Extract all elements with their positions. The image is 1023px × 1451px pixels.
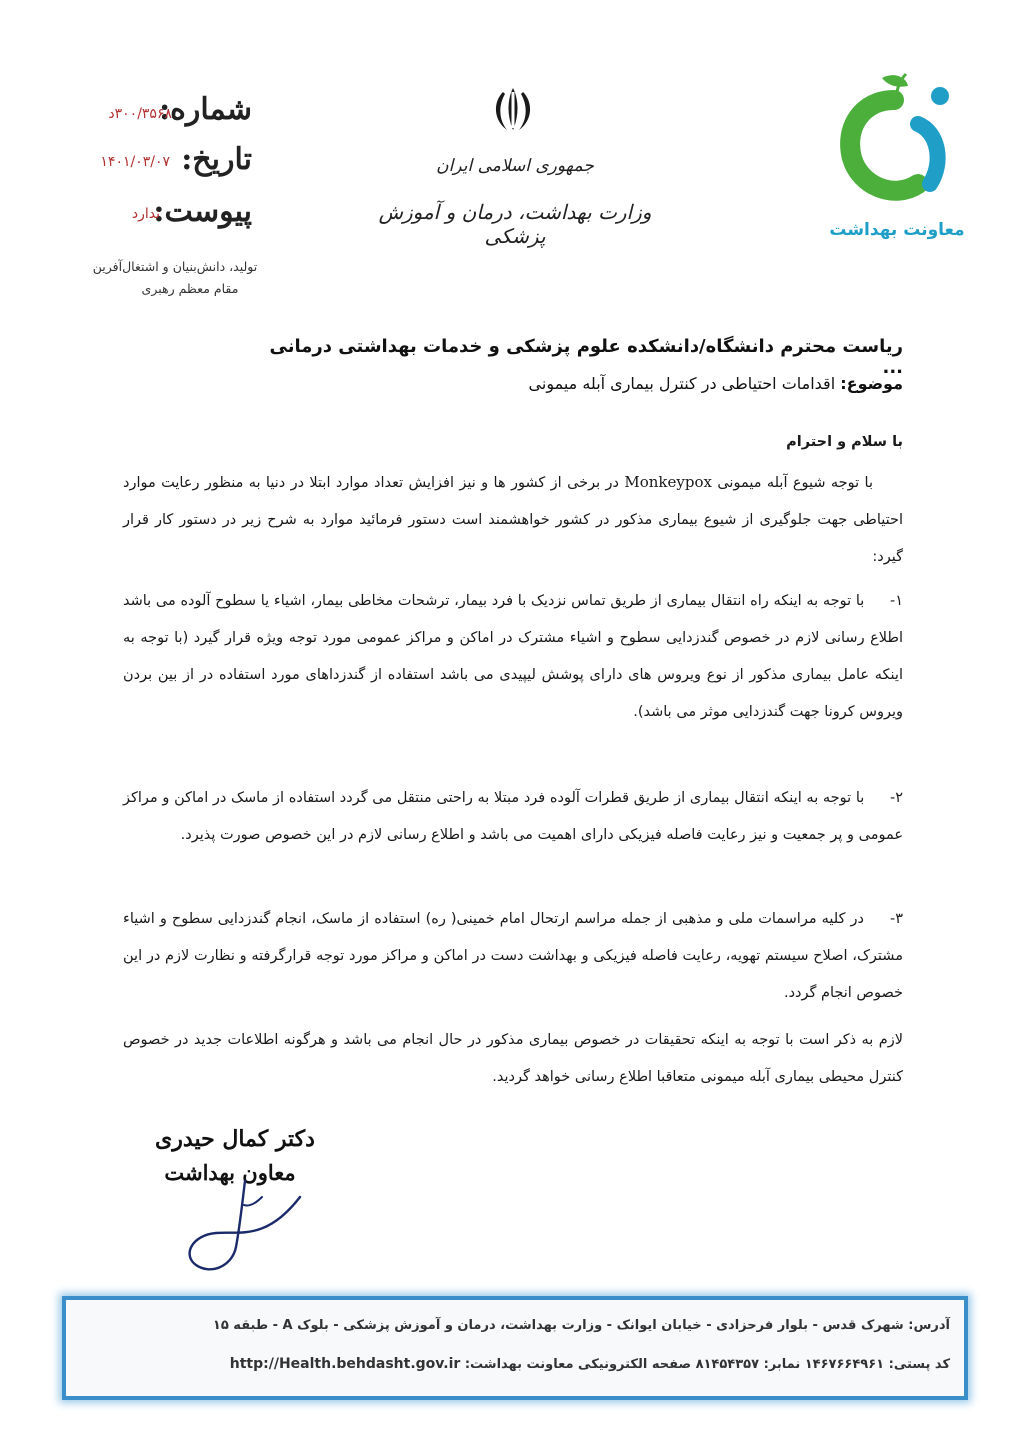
- logo-caption: معاونت بهداشت: [829, 220, 965, 240]
- intro-text-1: با توجه شیوع آبله میمونی: [717, 475, 873, 491]
- footer-url[interactable]: http://Health.behdasht.gov.ir: [229, 1356, 461, 1372]
- recipient-line: ریاست محترم دانشگاه/دانشکده علوم پزشکی و خدمات بهداشتی درمانی ...: [269, 336, 903, 378]
- date-value: ۱۴۰۱/۰۳/۰۷: [100, 154, 170, 170]
- item-text: با توجه به اینکه راه انتقال بیماری از طریق تماس نزدیک با فرد بیمار، ترشحات مخاطی بیمار، اشیاء یا سطوح آلوده می باشد اطلاع رسانی لازم در خصوص گندزدایی سطوح و اشیاء مشترک در اماکن و مراکز عمومی مورد توجه ویژه قرار گیرد (با توجه به اینکه عامل بیماری مذکور از نوع ویروس های دارای پوشش لیپیدی می باشد استفاده از گندزداهای مورد استفاده در از بین بردن ویروس کرونا جهت گندزدایی موثر می باشد).: [123, 593, 903, 720]
- emblem-icon: [483, 84, 543, 134]
- iran-emblem: [483, 84, 543, 134]
- item-number: ۲-: [889, 790, 904, 806]
- letter-meta: [90, 92, 270, 302]
- ministry-name: وزارت بهداشت، درمان و آموزش پزشکی: [378, 200, 652, 248]
- action-item-2: [123, 780, 903, 854]
- number-value: ۳۰۰/۳۵۶۸د: [108, 106, 172, 122]
- country-name: جمهوری اسلامی ایران: [436, 156, 594, 176]
- attachment-value: ندارد: [131, 206, 160, 222]
- item-number: ۳-: [889, 911, 903, 927]
- health-deputy-logo: [822, 66, 972, 256]
- item-text: در کلیه مراسمات ملی و مذهبی از جمله مراسم ارتحال امام خمینی( ره) استفاده از ماسک، انجام گندزدایی سطوح و اشیاء مشترک، اصلاح سیستم تهویه، رعایت فاصله فیزیکی و بهداشت دست در اماکن و مراکز مورد توجه قرارگرفته و نظارت لازم در این خصوص انجام گردد.: [123, 911, 903, 1001]
- greeting: با سلام و احترام: [786, 434, 903, 450]
- motto-line-1: تولید، دانش‌بنیان و اشتغال‌آفرین: [92, 259, 258, 274]
- subject-text: اقدامات احتیاطی در کنترل بیماری آبله میمونی: [528, 374, 836, 393]
- motto-line-2: مقام معظم رهبری: [141, 281, 239, 296]
- intro-paragraph: [123, 464, 903, 576]
- subject-label: موضوع:: [840, 374, 903, 393]
- number-label: شماره:: [159, 92, 252, 127]
- footer-address: آدرس: شهرک قدس - بلوار فرحزادی - خیابان ایوانک - وزارت بهداشت، درمان و آموزش پزشکی - بلوک A - طبقه ۱۵: [212, 1318, 950, 1333]
- subject-line: [263, 374, 903, 393]
- signer-name: دکتر کمال حیدری: [155, 1126, 315, 1152]
- date-label: تاریخ:: [181, 142, 252, 177]
- footer-postal-text: کد پستی: ۱۴۶۷۶۶۴۹۶۱ نمابر: ۸۱۴۵۴۳۵۷ صفحه الکترونیکی معاونت بهداشت:: [464, 1357, 950, 1372]
- attachment-label: پیوست:: [153, 194, 252, 229]
- closing-paragraph: لازم به ذکر است با توجه به اینکه تحقیقات در خصوص بیماری مذکور در حال انجام می باشد و هرگونه اطلاعات جدید در خصوص کنترل محیطی بیماری آبله میمونی متعاقبا اطلاع رسانی خواهد گردید.: [123, 1032, 903, 1085]
- logo-icon: [822, 66, 972, 216]
- footer-postal-fax: [80, 1356, 950, 1372]
- item-number: ۱-: [889, 593, 903, 609]
- handwritten-signature: [170, 1175, 320, 1285]
- intro-text-2: در برخی از کشور ها و نیز افزایش تعداد موارد ابتلا در دنیا به منظور رعایت موارد احتیاطی جهت جلوگیری از شیوع بیماری مذکور در کشور خواهشمند است دستور فرمائید موارد به شرح زیر در دستور کار قرار گیرد:: [123, 475, 903, 565]
- item-text: با توجه به اینکه انتقال بیماری از طریق قطرات آلوده فرد مبتلا به راحتی منتقل می گردد استفاده از ماسک در اماکن و مراکز عمومی و پر جمعیت و نیز رعایت فاصله فیزیکی دارای اهمیت می باشد و اطلاع رسانی لازم در این خصوص صورت پذیرد.: [123, 790, 903, 843]
- leader-motto: [80, 256, 270, 300]
- action-item-1: [123, 583, 903, 731]
- address-footer: [62, 1296, 968, 1400]
- monkeypox-term: Monkeypox: [624, 473, 712, 491]
- signer-title: معاون بهداشت: [164, 1160, 296, 1185]
- action-item-3: [123, 901, 903, 1012]
